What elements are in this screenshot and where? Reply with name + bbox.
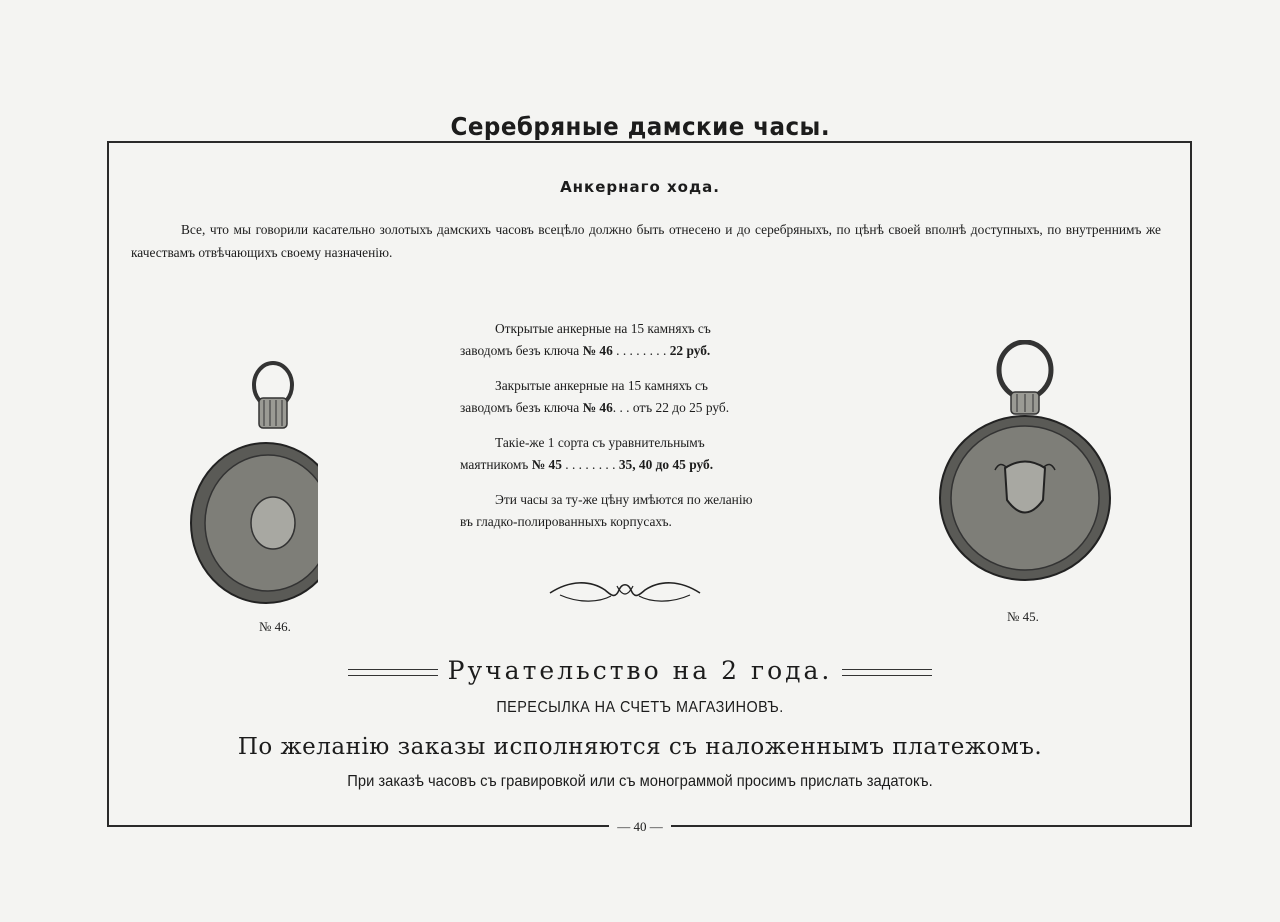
item-price: отъ 22 до 25 руб. — [632, 400, 730, 415]
cash-on-delivery-note: По желанію заказы исполняются съ наложеннымъ платежомъ. — [237, 734, 1043, 760]
item-price: 35, 40 до 45 руб. — [618, 457, 714, 472]
price-item — [460, 432, 840, 476]
pocket-watch-46-icon — [188, 360, 318, 615]
ornament-divider-icon — [545, 578, 705, 608]
deposit-note: При заказѣ часовъ съ гравировкой или съ монограммой просимъ прислать задатокъ. — [347, 773, 933, 790]
watch-46-caption: № 46. — [259, 619, 291, 634]
item-dots: . . . . . . . . — [561, 457, 619, 472]
item-text: въ гладко-полированныхъ корпусахъ. — [460, 514, 672, 529]
item-number: № 46 — [582, 400, 613, 415]
item-text: заводомъ безъ ключа — [460, 343, 580, 358]
item-number: № 46 — [582, 343, 613, 358]
guarantee-line — [0, 656, 1280, 685]
double-rule-left — [348, 669, 438, 676]
page-title: Серебряные дамские часы. — [430, 112, 850, 141]
pocket-watch-45-icon — [935, 340, 1115, 605]
item-description: Открытые анкерные на 15 камняхъ съ — [495, 321, 711, 336]
double-rule-right — [842, 669, 932, 676]
price-item-note — [460, 489, 840, 533]
guarantee-text: Ручательство на 2 года. — [447, 656, 833, 685]
price-list — [460, 318, 840, 546]
page-number-wrap — [0, 818, 1280, 836]
item-number: № 45 — [531, 457, 562, 472]
item-dots: . . . . . . . . — [612, 343, 670, 358]
item-description: Такiе-же 1 сорта съ уравнительнымъ — [495, 435, 705, 450]
item-price: 22 руб. — [669, 343, 711, 358]
item-price-line — [460, 454, 840, 476]
item-dots: . . . — [612, 400, 633, 415]
shipping-note: ПЕРЕСЫЛКА НА СЧЕТЪ МАГАЗИНОВЪ. — [496, 699, 784, 716]
watch-45-caption: № 45. — [1007, 609, 1039, 624]
title-wrap — [0, 112, 1280, 141]
item-price-line — [460, 511, 840, 533]
item-price-line — [460, 340, 840, 362]
price-item — [460, 318, 840, 362]
page-subtitle: Анкернаго хода. — [560, 178, 720, 196]
page-number: — 40 — — [609, 819, 671, 835]
price-item — [460, 375, 840, 419]
item-text: маятникомъ — [460, 457, 529, 472]
intro-paragraph: Все, что мы говорили касательно золотыхъ дамскихъ часовъ всецѣло должно быть отнесено и до серебряныхъ, по цѣнѣ своей вполнѣ доступныхъ, по внутреннимъ же качествамъ отвѣчающихъ своему назначенію. — [131, 222, 1161, 260]
item-description: Закрытые анкерные на 15 камняхъ съ — [495, 378, 708, 393]
item-price-line — [460, 397, 840, 419]
item-text: заводомъ безъ ключа — [460, 400, 580, 415]
item-description: Эти часы за ту-же цѣну имѣются по желанію — [495, 492, 753, 507]
